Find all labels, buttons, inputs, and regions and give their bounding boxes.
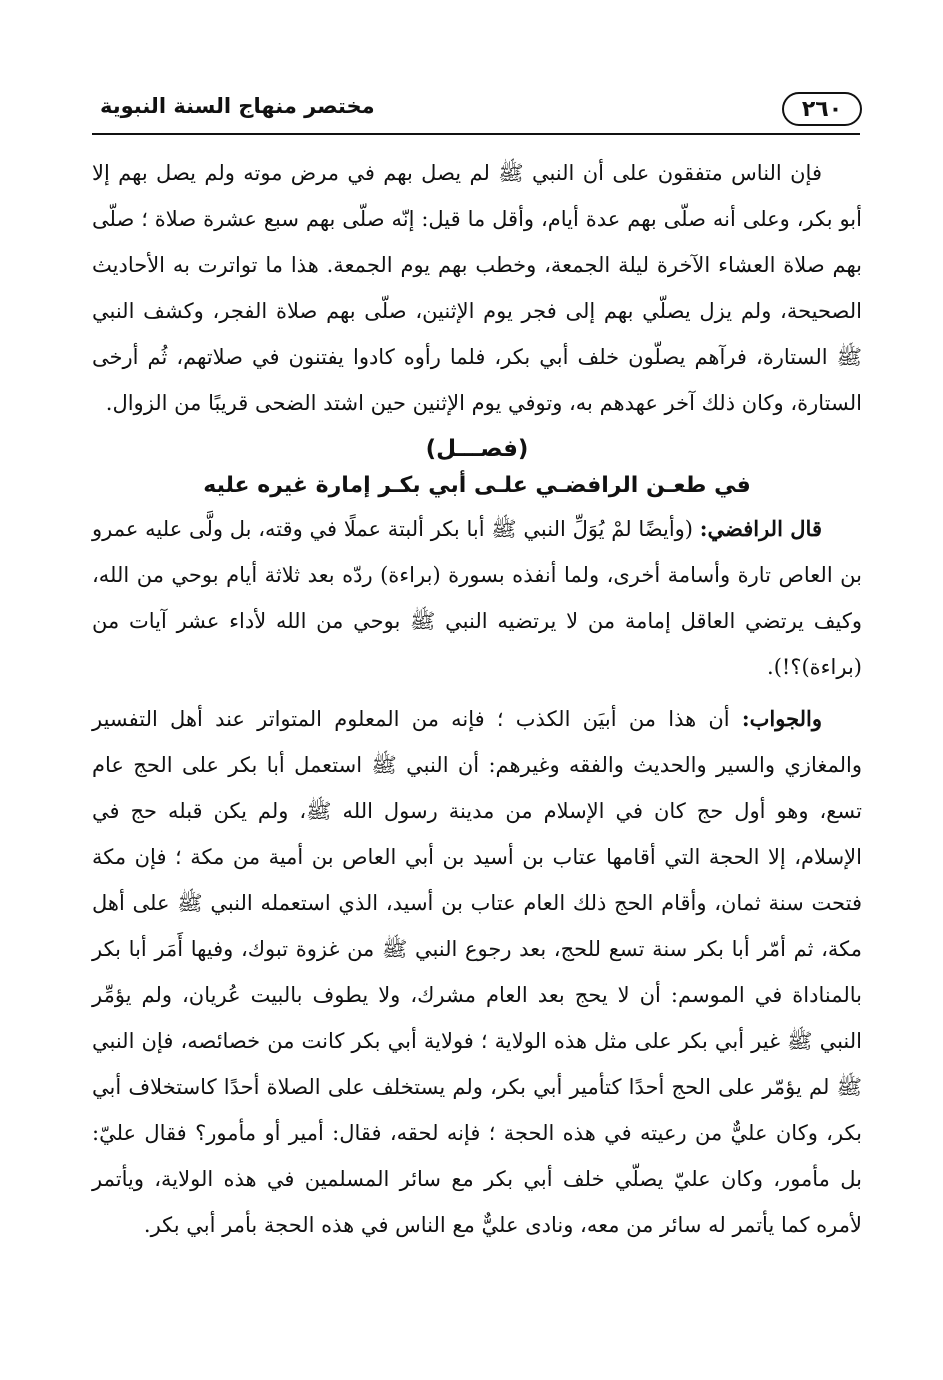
- section-subheading: في طعـن الرافضـي علـى أبي بكـر إمارة غيره عليه: [203, 473, 751, 498]
- paragraph-1: فإن الناس متفقون على أن النبي ﷺ لم يصل بهم في مرض موته ولم يصل بهم إلا أبو بكر، وعلى أنه صلّى بهم عدة أيام، وأقل ما قيل: إنّه صلّى بهم سبع عشرة صلاة ؛ صلّى بهم صلاة العشاء الآخرة ليلة الجمعة، وخطب بهم يوم الجمعة. هذا ما تواترت به الأحاديث الصحيحة، ولم يزل يصلّي بهم إلى فجر يوم الإثنين، صلّى بهم صلاة الفجر، وكشف النبي ﷺ الستارة، فرآهم يصلّون خلف أبي بكر، فلما رأوه كادوا يفتنون في صلاتهم، ثُم أرخى الستارة، وكان ذلك آخر عهدهم به، وتوفي يوم الإثنين حين اشتد الضحى قريبًا من الزوال.: [92, 161, 862, 415]
- header-divider: [92, 133, 860, 135]
- page-header: [92, 88, 862, 132]
- section-heading: (فصـــل): [425, 436, 529, 462]
- paragraph-3: [92, 696, 862, 1248]
- book-title: مختصر منهاج السنة النبوية: [100, 94, 375, 118]
- paragraph-3-body: أن هذا من أبيَن الكذب ؛ فإنه من المعلوم المتواتر عند أهل التفسير والمغازي والسير والحديث والفقه وغيرهم: أن النبي ﷺ استعمل أبا بكر على الحج عام تسع، وهو أول حج كان في الإسلام من مدينة رسول الله ﷺ، ولم يكن قبله حج في الإسلام، إلا الحجة التي أقامها عتاب بن أسيد بن أبي العاص بن أمية من مكة ؛ فإن مكة فتحت سنة ثمان، وأقام الحج ذلك العام عتاب بن أسيد، الذي استعمله النبي ﷺ على أهل مكة، ثم أمّر أبا بكر سنة تسع للحج، بعد رجوع النبي ﷺ من غزوة تبوك، وفيها أَمَر أبا بكر بالمناداة في الموسم: أن لا يحج بعد العام مشرك، ولا يطوف بالبيت عُريان، ولم يؤمِّر النبي ﷺ غير أبي بكر على مثل هذه الولاية ؛ فولاية أبي بكر كانت من خصائصه، فإن النبي ﷺ لم يؤمّر على الحج أحدًا كتأمير أبي بكر، ولم يستخلف على الصلاة أحدًا كاستخلاف أبي بكر، وكان عليٌّ من رعيته في هذه الحجة ؛ فإنه لحقه، فقال: أمير أو مأمور؟ فقال عليّ: بل مأمور، وكان عليّ يصلّي خلف أبي بكر مع سائر المسلمين في هذه الولاية، ويأتمر لأمره كما يأتمر له سائر من معه، ونادى عليٌّ مع الناس في هذه الحجة بأمر أبي بكر.: [92, 707, 862, 1237]
- page-number: ٢٦٠: [782, 92, 862, 126]
- paragraph-2-lead: قال الرافضي:: [699, 516, 822, 541]
- page-body: [92, 150, 862, 1248]
- paragraph-3-lead: والجواب:: [741, 706, 822, 731]
- paragraph-2: [92, 506, 862, 690]
- paragraph-2-body: (وأيضًا لمْ يُوَلِّ النبي ﷺ أبا بكر ألبتة عملًا في وقته، بل ولَّى عليه عمرو بن العاص تارة وأسامة أخرى، ولما أنفذه بسورة (براءة) ردّه بعد ثلاثة أيام بوحي من الله، وكيف يرتضي العاقل إمامة من لا يرتضيه النبي ﷺ بوحي من الله لأداء عشر آيات من (براءة)؟!).: [92, 517, 862, 679]
